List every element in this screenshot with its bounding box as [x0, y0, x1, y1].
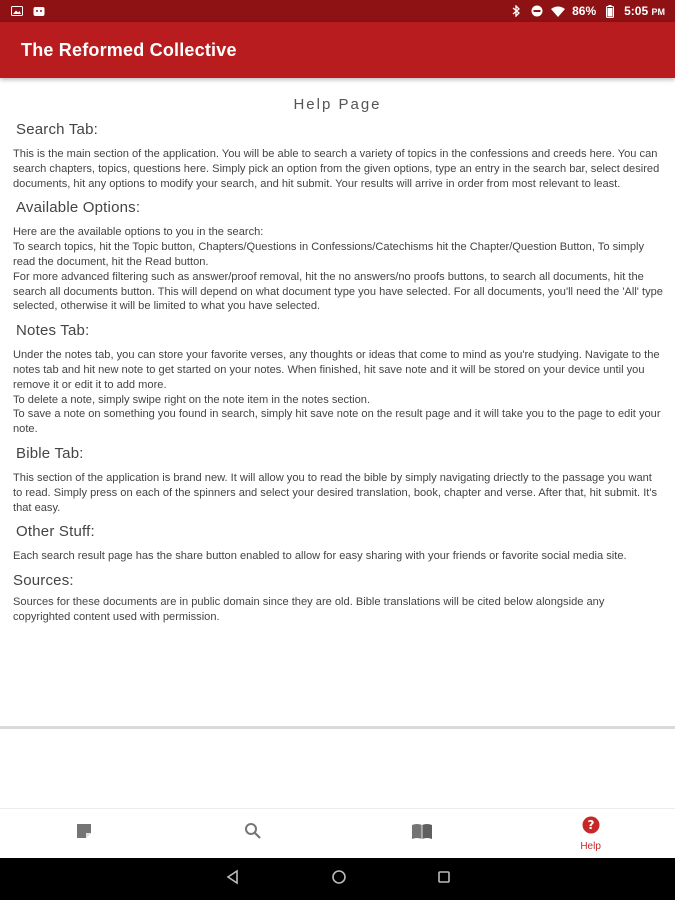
battery-icon — [603, 5, 617, 17]
nav-item-bible[interactable] — [338, 809, 507, 858]
section-heading-notes: Notes Tab: — [16, 322, 90, 340]
nav-label-help: Help — [580, 840, 601, 852]
image-notification-icon — [10, 5, 24, 17]
section-body-options: Here are the available options to you in the search: To search topics, hit the Topic button, Chapters/Questions in Confessions/Catechisms hit the Chapter/Question Button, To simply read the document, hit the Read button. For more advanced filtering such as answer/proof removal, hit the no answers/no proofs buttons, to search all documents, hit the search all documents button. This will depend on what document type you have selected. For all documents, you'll need the 'All' type selected, otherwise it will be limited to what you have selected. — [13, 226, 663, 313]
section-heading-options: Available Options: — [16, 199, 141, 217]
svg-text:?: ? — [587, 817, 595, 832]
section-heading-sources: Sources: — [13, 572, 74, 590]
section-body-bible: This section of the application is brand new. It will allow you to read the bible by simply navigating driectly to the passage you want to read. Simply press on each of the spinners and select your desired translation, book, chapter and verse. After that, hit submit. It's that easy. — [13, 471, 658, 514]
do-not-disturb-icon — [530, 5, 544, 17]
help-content[interactable] — [0, 78, 675, 726]
nav-item-help[interactable] — [506, 809, 675, 858]
app-title: The Reformed Collective — [21, 39, 237, 60]
note-icon — [75, 822, 93, 845]
system-nav-bar — [0, 858, 675, 900]
back-icon[interactable] — [225, 869, 241, 890]
section-body-sources: Sources for these documents are in public domain since they are old. Bible translations will be cited below alongside any copyrighted content used with permission. — [13, 596, 605, 623]
clock — [624, 4, 665, 18]
section-heading-bible: Bible Tab: — [16, 444, 84, 462]
status-bar — [0, 0, 675, 22]
battery-percent: 86% — [572, 4, 597, 18]
bottom-nav — [0, 808, 675, 858]
section-heading-other: Other Stuff: — [16, 523, 95, 541]
section-body-other: Each search result page has the share button enabled to allow for easy sharing with your friends or favorite social media site. — [13, 550, 627, 563]
content-divider — [0, 726, 675, 729]
home-icon[interactable] — [331, 869, 347, 890]
app-notification-icon — [32, 5, 46, 17]
app-bar — [0, 22, 675, 78]
clock-suffix: PM — [651, 7, 665, 17]
status-left — [10, 5, 46, 17]
wifi-icon — [551, 5, 565, 17]
book-icon — [411, 822, 433, 845]
nav-item-search[interactable] — [169, 809, 338, 858]
status-right — [509, 4, 665, 18]
help-icon — [582, 816, 600, 839]
bluetooth-icon — [509, 5, 523, 17]
page-title: Help Page — [293, 96, 382, 113]
section-body-search: This is the main section of the application. You will be able to search a variety of topics in the confessions and creeds here. You can search chapters, topics, questions here. Simply pick an option from the given options, type an entry in the search bar, select desired documents, hit any options to modify your search, and hit submit. Your results will arrive in order from most relevant to least. — [13, 148, 660, 190]
recents-icon[interactable] — [437, 870, 451, 889]
section-heading-search: Search Tab: — [16, 121, 98, 138]
nav-item-notes[interactable] — [0, 809, 169, 858]
section-body-notes: Under the notes tab, you can store your favorite verses, any thoughts or ideas that come to mind as you're studying. Navigate to the notes tab and hit new note to get started on your notes. When finished, hit save note and it will be stored on your device until you remove it or edit it to add more. To delete a note, simply swipe right on the note item in the notes section. To save a note on something you found in search, simply hit save note on the result page and it will take you to the page to edit your note. — [13, 349, 661, 436]
search-icon — [244, 822, 262, 845]
clock-time: 5:05 — [624, 4, 649, 18]
